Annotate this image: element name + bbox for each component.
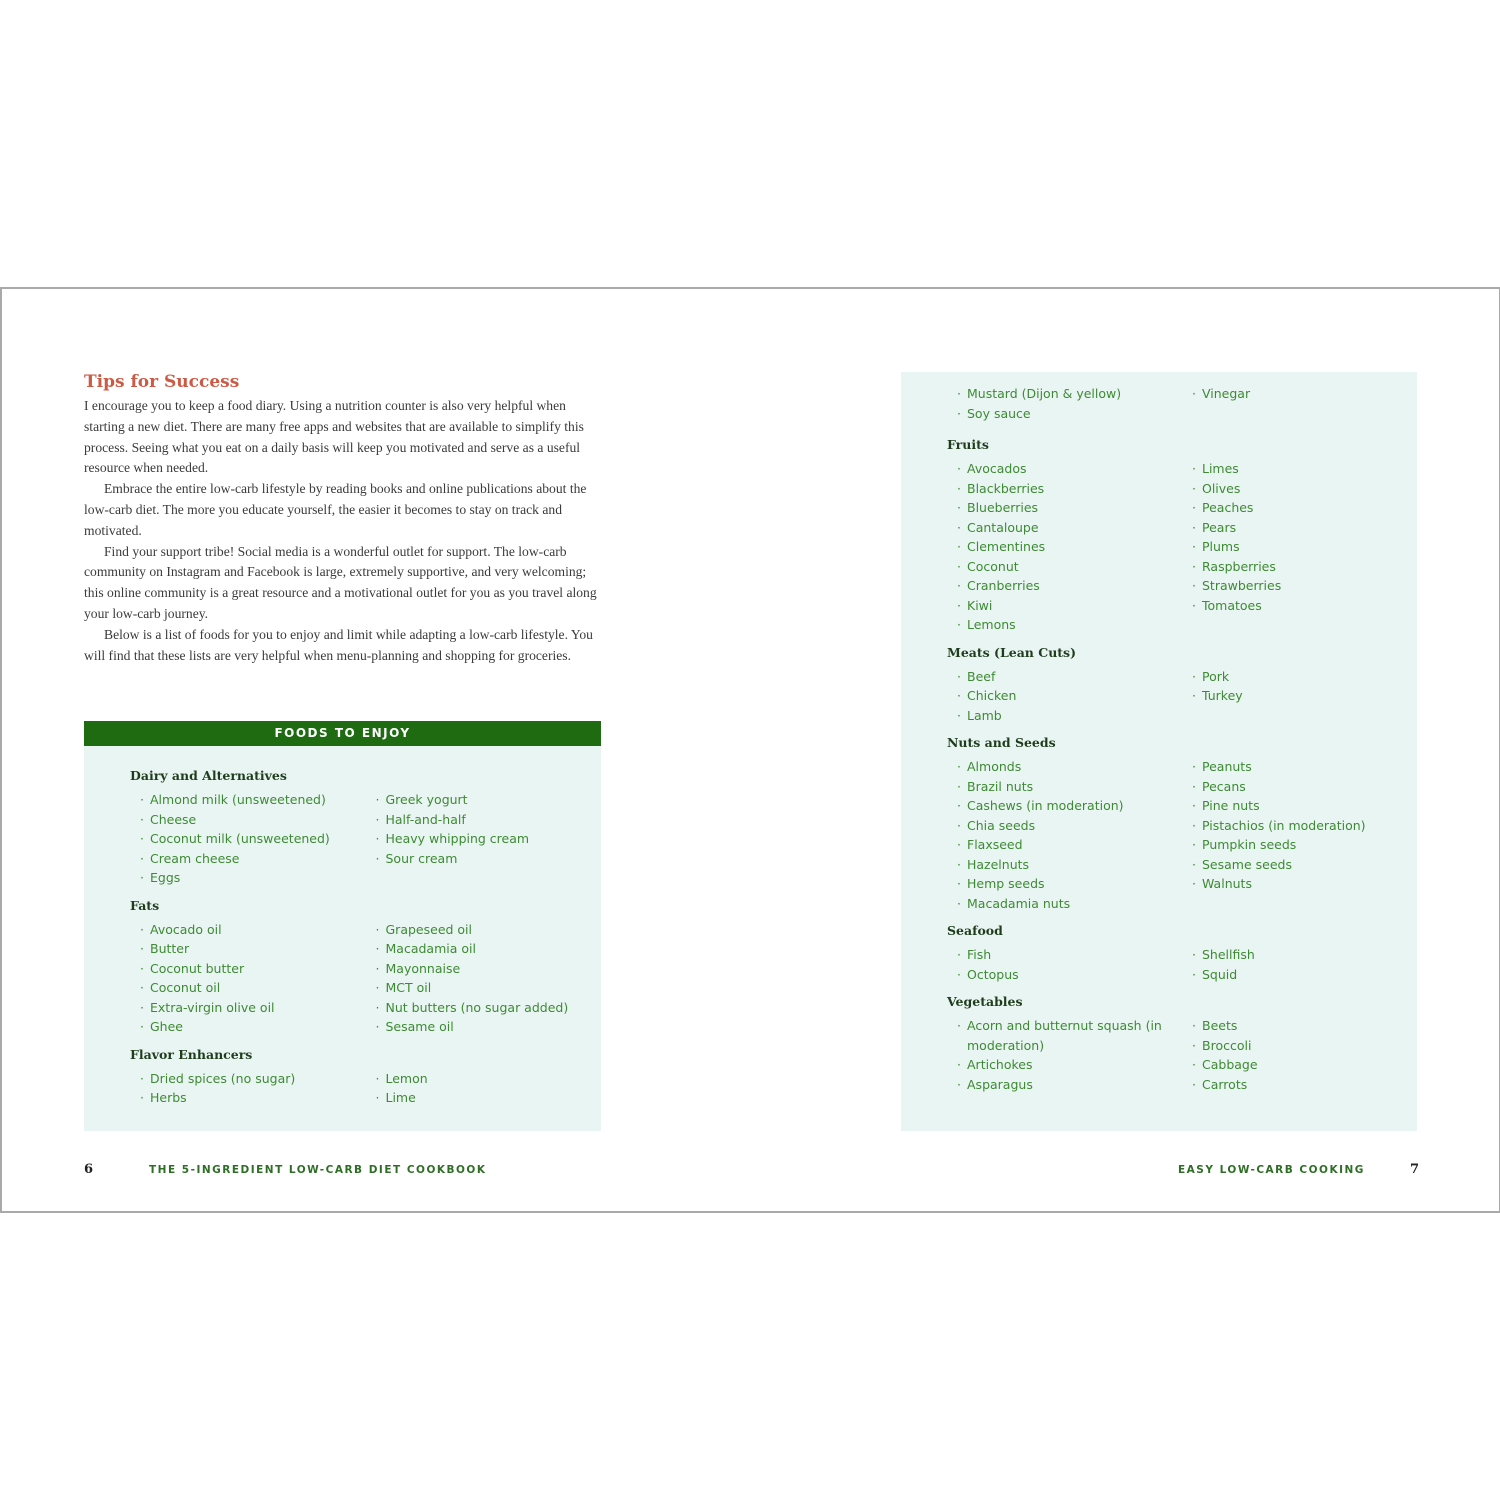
- food-item-label: Sesame oil: [385, 1019, 454, 1034]
- bullet-icon: ·: [1192, 1057, 1196, 1072]
- list-item: [947, 459, 1182, 479]
- bullet-icon: ·: [375, 792, 380, 807]
- food-item-label: Pistachios (in moderation): [1202, 817, 1366, 833]
- list-item: [1182, 384, 1417, 404]
- list-item: [1182, 855, 1417, 875]
- food-item-label: Acorn and butternut squash (in moderation): [967, 1018, 1162, 1053]
- food-item-label: Chicken: [967, 688, 1017, 703]
- footer-chapter-title: EASY LOW-CARB COOKING: [1178, 1164, 1365, 1176]
- bullet-icon: ·: [1192, 688, 1196, 703]
- list-item: [130, 810, 366, 830]
- bullet-icon: ·: [1192, 461, 1196, 476]
- bullet-icon: ·: [957, 461, 961, 476]
- column-2: [1182, 459, 1417, 635]
- bullet-icon: ·: [957, 778, 961, 794]
- bullet-icon: ·: [957, 688, 961, 703]
- list-item: [947, 1075, 1182, 1095]
- food-item-label: Vinegar: [1202, 386, 1251, 401]
- bullet-icon: ·: [957, 947, 961, 962]
- food-item-label: Hazelnuts: [967, 856, 1030, 872]
- list-item: [1182, 945, 1417, 965]
- section-title: Tips for Success: [84, 372, 240, 392]
- bullet-icon: ·: [1192, 668, 1196, 684]
- food-item-label: Asparagus: [967, 1076, 1033, 1092]
- bullet-icon: ·: [957, 539, 961, 554]
- food-category: [947, 992, 1417, 1094]
- bullet-icon: ·: [140, 850, 144, 866]
- list-item: [947, 894, 1182, 914]
- column-1: [947, 459, 1182, 635]
- food-category: [130, 766, 601, 888]
- category-title: Seafood: [947, 923, 1003, 938]
- list-item: [1182, 777, 1417, 797]
- left-page-text: [84, 372, 604, 666]
- list-item: [366, 790, 602, 810]
- column-1: [130, 1069, 366, 1108]
- bullet-icon: ·: [957, 1076, 961, 1092]
- food-item-label: Olives: [1202, 480, 1241, 496]
- food-category: [130, 1045, 601, 1108]
- food-item-label: Heavy whipping cream: [385, 831, 530, 846]
- bullet-icon: ·: [957, 519, 961, 535]
- list-item: [947, 596, 1182, 616]
- bullet-icon: ·: [957, 1057, 961, 1072]
- list-item: [947, 757, 1182, 777]
- bullet-icon: ·: [375, 960, 380, 976]
- bullet-icon: ·: [375, 999, 380, 1015]
- food-item-label: Turkey: [1202, 688, 1243, 703]
- food-item-label: Half-and-half: [385, 811, 466, 827]
- bullet-icon: ·: [140, 921, 144, 937]
- list-item: [366, 829, 602, 849]
- list-item: [130, 868, 366, 888]
- bullet-icon: ·: [375, 811, 380, 827]
- list-item: [366, 1088, 602, 1108]
- bullet-icon: ·: [140, 941, 144, 956]
- page-number-right: 7: [1410, 1162, 1420, 1177]
- list-item: [947, 537, 1182, 557]
- list-item: [947, 479, 1182, 499]
- bullet-icon: ·: [957, 480, 961, 496]
- list-item: [366, 998, 602, 1018]
- food-item-label: Coconut oil: [150, 980, 221, 995]
- category-title: Fats: [130, 897, 160, 913]
- food-item-label: Almond milk (unsweetened): [150, 792, 326, 807]
- food-item-label: Soy sauce: [967, 405, 1031, 421]
- food-item-label: Clementines: [967, 539, 1046, 554]
- category-title: Nuts and Seeds: [947, 735, 1056, 750]
- food-item-label: Pine nuts: [1202, 798, 1260, 813]
- column-1: [130, 790, 366, 888]
- column-2: [1182, 945, 1417, 984]
- bullet-icon: ·: [1192, 539, 1196, 554]
- list-item: [1182, 479, 1417, 499]
- list-item: [366, 920, 602, 940]
- food-item-label: Macadamia nuts: [967, 895, 1071, 911]
- food-item-label: Coconut: [967, 558, 1019, 574]
- list-item: [947, 686, 1182, 706]
- food-item-label: Shellfish: [1202, 947, 1255, 962]
- list-item: [947, 404, 1182, 424]
- bullet-icon: ·: [375, 831, 380, 846]
- bullet-icon: ·: [957, 405, 961, 421]
- food-item-label: Broccoli: [1202, 1037, 1252, 1053]
- list-item: [1182, 557, 1417, 577]
- food-item-label: Tomatoes: [1202, 597, 1262, 613]
- bullet-icon: ·: [375, 941, 380, 956]
- column-2: [1182, 757, 1417, 913]
- category-title: Dairy and Alternatives: [130, 768, 287, 783]
- food-item-label: Eggs: [150, 870, 181, 885]
- paragraph: Find your support tribe! Social media is a wonderful outlet for support. The low-carb community on Instagram and Facebook is large, extremely supportive, and very welcoming; this online community is a great resource and a motivational outlet for you as you travel along your low-carb journey.: [84, 543, 597, 621]
- food-item-label: Flaxseed: [967, 837, 1023, 852]
- bullet-icon: ·: [957, 668, 961, 684]
- list-item: [130, 849, 366, 869]
- bullet-icon: ·: [1192, 480, 1196, 496]
- food-item-label: Pork: [1202, 668, 1230, 684]
- food-item-label: Lamb: [967, 707, 1002, 723]
- food-item-label: Walnuts: [1202, 876, 1252, 891]
- bullet-icon: ·: [375, 980, 380, 995]
- list-item: [947, 1055, 1182, 1075]
- bullet-icon: ·: [957, 597, 961, 613]
- bullet-icon: ·: [140, 1070, 144, 1086]
- bullet-icon: ·: [1192, 817, 1196, 833]
- list-item: [1182, 498, 1417, 518]
- food-item-label: Cream cheese: [150, 850, 240, 866]
- list-item: [1182, 757, 1417, 777]
- bullet-icon: ·: [1192, 798, 1196, 813]
- list-item: [947, 706, 1182, 726]
- category-title: Flavor Enhancers: [130, 1046, 253, 1062]
- bullet-icon: ·: [1192, 1076, 1196, 1092]
- list-item: [366, 1017, 602, 1037]
- food-item-label: Avocados: [967, 461, 1027, 476]
- column-1: [947, 757, 1182, 913]
- column-1: [947, 384, 1182, 423]
- list-item: [947, 615, 1182, 635]
- bullet-icon: ·: [375, 850, 380, 866]
- column-2: [1182, 667, 1417, 726]
- bullet-icon: ·: [1192, 947, 1196, 962]
- bullet-icon: ·: [140, 792, 144, 807]
- list-item: [130, 790, 366, 810]
- bullet-icon: ·: [957, 578, 961, 593]
- column-2: [366, 920, 602, 1037]
- bullet-icon: ·: [1192, 837, 1196, 852]
- list-item: [366, 810, 602, 830]
- list-item: [947, 498, 1182, 518]
- list-item: [1182, 518, 1417, 538]
- foods-list: [84, 746, 601, 1108]
- food-item-label: Pecans: [1202, 778, 1246, 794]
- food-item-label: Kiwi: [967, 597, 993, 613]
- bullet-icon: ·: [957, 558, 961, 574]
- list-item: [1182, 965, 1417, 985]
- food-category: [947, 435, 1417, 635]
- food-item-label: Brazil nuts: [967, 778, 1034, 794]
- list-item: [130, 998, 366, 1018]
- food-item-label: Cranberries: [967, 578, 1040, 593]
- bullet-icon: ·: [957, 1018, 961, 1033]
- food-item-label: Fish: [967, 947, 992, 962]
- column-2: [1182, 1016, 1417, 1094]
- list-item: [947, 945, 1182, 965]
- list-item: [1182, 459, 1417, 479]
- list-item: [1182, 796, 1417, 816]
- food-item-label: Lemons: [967, 617, 1016, 632]
- bullet-icon: ·: [140, 870, 144, 885]
- food-item-label: Extra-virgin olive oil: [150, 999, 275, 1015]
- list-item: [1182, 576, 1417, 596]
- bullet-icon: ·: [957, 837, 961, 852]
- bullet-icon: ·: [140, 811, 144, 827]
- food-item-label: Mustard (Dijon & yellow): [967, 386, 1122, 401]
- food-item-label: Peaches: [1202, 500, 1254, 515]
- bullet-icon: ·: [140, 999, 144, 1015]
- list-item: [366, 978, 602, 998]
- category-columns: [947, 945, 1417, 984]
- list-item: [947, 874, 1182, 894]
- food-item-label: Dried spices (no sugar): [150, 1070, 296, 1086]
- bullet-icon: ·: [1192, 500, 1196, 515]
- food-item-label: Sour cream: [385, 850, 458, 866]
- list-item: [947, 518, 1182, 538]
- book-spread: [0, 287, 1500, 1213]
- food-item-label: Limes: [1202, 461, 1239, 476]
- list-item: [130, 1088, 366, 1108]
- bullet-icon: ·: [375, 1019, 380, 1034]
- food-item-label: Mayonnaise: [385, 960, 461, 976]
- list-item: [947, 1016, 1182, 1055]
- bullet-icon: ·: [375, 1090, 380, 1105]
- category-columns: [130, 920, 601, 1037]
- food-item-label: Carrots: [1202, 1076, 1248, 1092]
- column-1: [947, 667, 1182, 726]
- bullet-icon: ·: [1192, 597, 1196, 613]
- list-item: [130, 939, 366, 959]
- food-item-label: Chia seeds: [967, 817, 1036, 833]
- food-item-label: Herbs: [150, 1090, 187, 1105]
- page-number-left: 6: [84, 1162, 94, 1177]
- column-2: [366, 1069, 602, 1108]
- bullet-icon: ·: [957, 386, 961, 401]
- column-1: [130, 920, 366, 1037]
- food-item-label: Almonds: [967, 759, 1022, 774]
- footer-book-title: THE 5-INGREDIENT LOW-CARB DIET COOKBOOK: [149, 1164, 487, 1176]
- bullet-icon: ·: [1192, 578, 1196, 593]
- list-item: [947, 576, 1182, 596]
- bullet-icon: ·: [140, 1019, 144, 1034]
- food-item-label: Coconut milk (unsweetened): [150, 831, 330, 846]
- list-item: [130, 959, 366, 979]
- food-category: [947, 921, 1417, 984]
- bullet-icon: ·: [957, 500, 961, 515]
- food-item-label: Strawberries: [1202, 578, 1282, 593]
- category-columns: [130, 790, 601, 888]
- food-item-label: Lemon: [385, 1070, 428, 1086]
- food-item-label: Cashews (in moderation): [967, 798, 1124, 813]
- food-item-label: Cheese: [150, 811, 197, 827]
- food-item-label: Cabbage: [1202, 1057, 1258, 1072]
- bullet-icon: ·: [1192, 1037, 1196, 1053]
- list-item: [366, 939, 602, 959]
- column-2: [1182, 384, 1417, 423]
- food-item-label: Ghee: [150, 1019, 183, 1034]
- paragraph: Embrace the entire low-carb lifestyle by reading books and online publications about the low-carb diet. The more you educate yourself, the easier it becomes to stay on track and motivated.: [84, 481, 587, 538]
- list-item: [130, 829, 366, 849]
- bullet-icon: ·: [957, 966, 961, 982]
- food-item-label: Greek yogurt: [385, 792, 468, 807]
- food-item-label: Artichokes: [967, 1057, 1033, 1072]
- food-item-label: Nut butters (no sugar added): [385, 999, 569, 1015]
- food-item-label: Macadamia oil: [385, 941, 476, 956]
- list-item: [947, 777, 1182, 797]
- list-item: [947, 384, 1182, 404]
- food-category: [947, 733, 1417, 913]
- list-item: [366, 1069, 602, 1089]
- foods-list: [901, 372, 1417, 1094]
- bullet-icon: ·: [1192, 386, 1196, 401]
- food-item-label: Hemp seeds: [967, 876, 1045, 891]
- foods-to-enjoy-box: [84, 721, 601, 1131]
- list-item: [1182, 686, 1417, 706]
- list-item: [1182, 1055, 1417, 1075]
- food-item-label: Avocado oil: [150, 921, 222, 937]
- list-item: [947, 855, 1182, 875]
- bullet-icon: ·: [957, 817, 961, 833]
- category-columns: [130, 1069, 601, 1108]
- list-item: [947, 557, 1182, 577]
- list-item: [1182, 816, 1417, 836]
- bullet-icon: ·: [957, 856, 961, 872]
- category-columns: [947, 757, 1417, 913]
- food-item-label: Octopus: [967, 966, 1019, 982]
- category-columns: [947, 1016, 1417, 1094]
- list-item: [130, 1017, 366, 1037]
- bullet-icon: ·: [375, 921, 380, 937]
- food-item-label: Blackberries: [967, 480, 1045, 496]
- food-category: [130, 896, 601, 1037]
- foods-to-enjoy-header: FOODS TO ENJOY: [84, 721, 601, 746]
- list-item: [1182, 1075, 1417, 1095]
- food-item-label: Blueberries: [967, 500, 1039, 515]
- column-1: [947, 1016, 1182, 1094]
- category-columns: [947, 667, 1417, 726]
- bullet-icon: ·: [140, 960, 144, 976]
- bullet-icon: ·: [957, 759, 961, 774]
- list-item: [366, 849, 602, 869]
- bullet-icon: ·: [1192, 759, 1196, 774]
- bullet-icon: ·: [140, 831, 144, 846]
- continued-columns: [947, 384, 1417, 423]
- bullet-icon: ·: [1192, 856, 1196, 872]
- food-item-label: Raspberries: [1202, 558, 1276, 574]
- list-item: [1182, 874, 1417, 894]
- bullet-icon: ·: [1192, 778, 1196, 794]
- category-columns: [947, 459, 1417, 635]
- list-item: [1182, 537, 1417, 557]
- list-item: [947, 965, 1182, 985]
- food-category: [947, 643, 1417, 726]
- bullet-icon: ·: [1192, 876, 1196, 891]
- bullet-icon: ·: [957, 895, 961, 911]
- food-item-label: Beef: [967, 668, 996, 684]
- food-item-label: Grapeseed oil: [385, 921, 473, 937]
- list-item: [366, 959, 602, 979]
- list-item: [1182, 1016, 1417, 1036]
- food-item-label: Peanuts: [1202, 759, 1252, 774]
- list-item: [1182, 835, 1417, 855]
- bullet-icon: ·: [1192, 966, 1196, 982]
- bullet-icon: ·: [957, 876, 961, 891]
- bullet-icon: ·: [1192, 558, 1196, 574]
- list-item: [947, 667, 1182, 687]
- food-item-label: Coconut butter: [150, 960, 245, 976]
- column-2: [366, 790, 602, 888]
- bullet-icon: ·: [957, 617, 961, 632]
- food-item-label: Cantaloupe: [967, 519, 1039, 535]
- category-title: Fruits: [947, 437, 989, 452]
- food-item-label: Butter: [150, 941, 190, 956]
- food-item-label: Squid: [1202, 966, 1238, 982]
- food-item-label: Plums: [1202, 539, 1240, 554]
- bullet-icon: ·: [957, 707, 961, 723]
- list-item: [1182, 1036, 1417, 1056]
- list-item: [1182, 667, 1417, 687]
- paragraph: I encourage you to keep a food diary. Using a nutrition counter is also very helpful when starting a new diet. There are many free apps and websites that are available to simplify this process. Seeing what you eat on a daily basis will keep you motivated and serve as a useful resource when needed.: [84, 398, 584, 476]
- bullet-icon: ·: [1192, 1018, 1196, 1033]
- bullet-icon: ·: [375, 1070, 380, 1086]
- list-item: [130, 978, 366, 998]
- category-title: Meats (Lean Cuts): [947, 644, 1077, 660]
- food-item-label: Sesame seeds: [1202, 856, 1292, 872]
- bullet-icon: ·: [140, 1090, 144, 1105]
- list-item: [130, 1069, 366, 1089]
- food-item-label: Lime: [385, 1090, 416, 1105]
- bullet-icon: ·: [140, 980, 144, 995]
- list-item: [1182, 596, 1417, 616]
- list-item: [130, 920, 366, 940]
- list-item: [947, 816, 1182, 836]
- bullet-icon: ·: [1192, 519, 1196, 535]
- food-item-label: Pears: [1202, 519, 1237, 535]
- bullet-icon: ·: [957, 798, 961, 813]
- category-title: Vegetables: [947, 994, 1023, 1009]
- list-item: [947, 796, 1182, 816]
- food-item-label: Pumpkin seeds: [1202, 837, 1297, 852]
- paragraph: Below is a list of foods for you to enjoy and limit while adapting a low-carb lifestyle. You will find that these lists are very helpful when menu-planning and shopping for groceries.: [84, 626, 593, 663]
- food-item-label: Beets: [1202, 1018, 1238, 1033]
- list-item: [947, 835, 1182, 855]
- food-item-label: MCT oil: [385, 980, 432, 995]
- foods-to-enjoy-continued-box: [901, 372, 1417, 1131]
- column-1: [947, 945, 1182, 984]
